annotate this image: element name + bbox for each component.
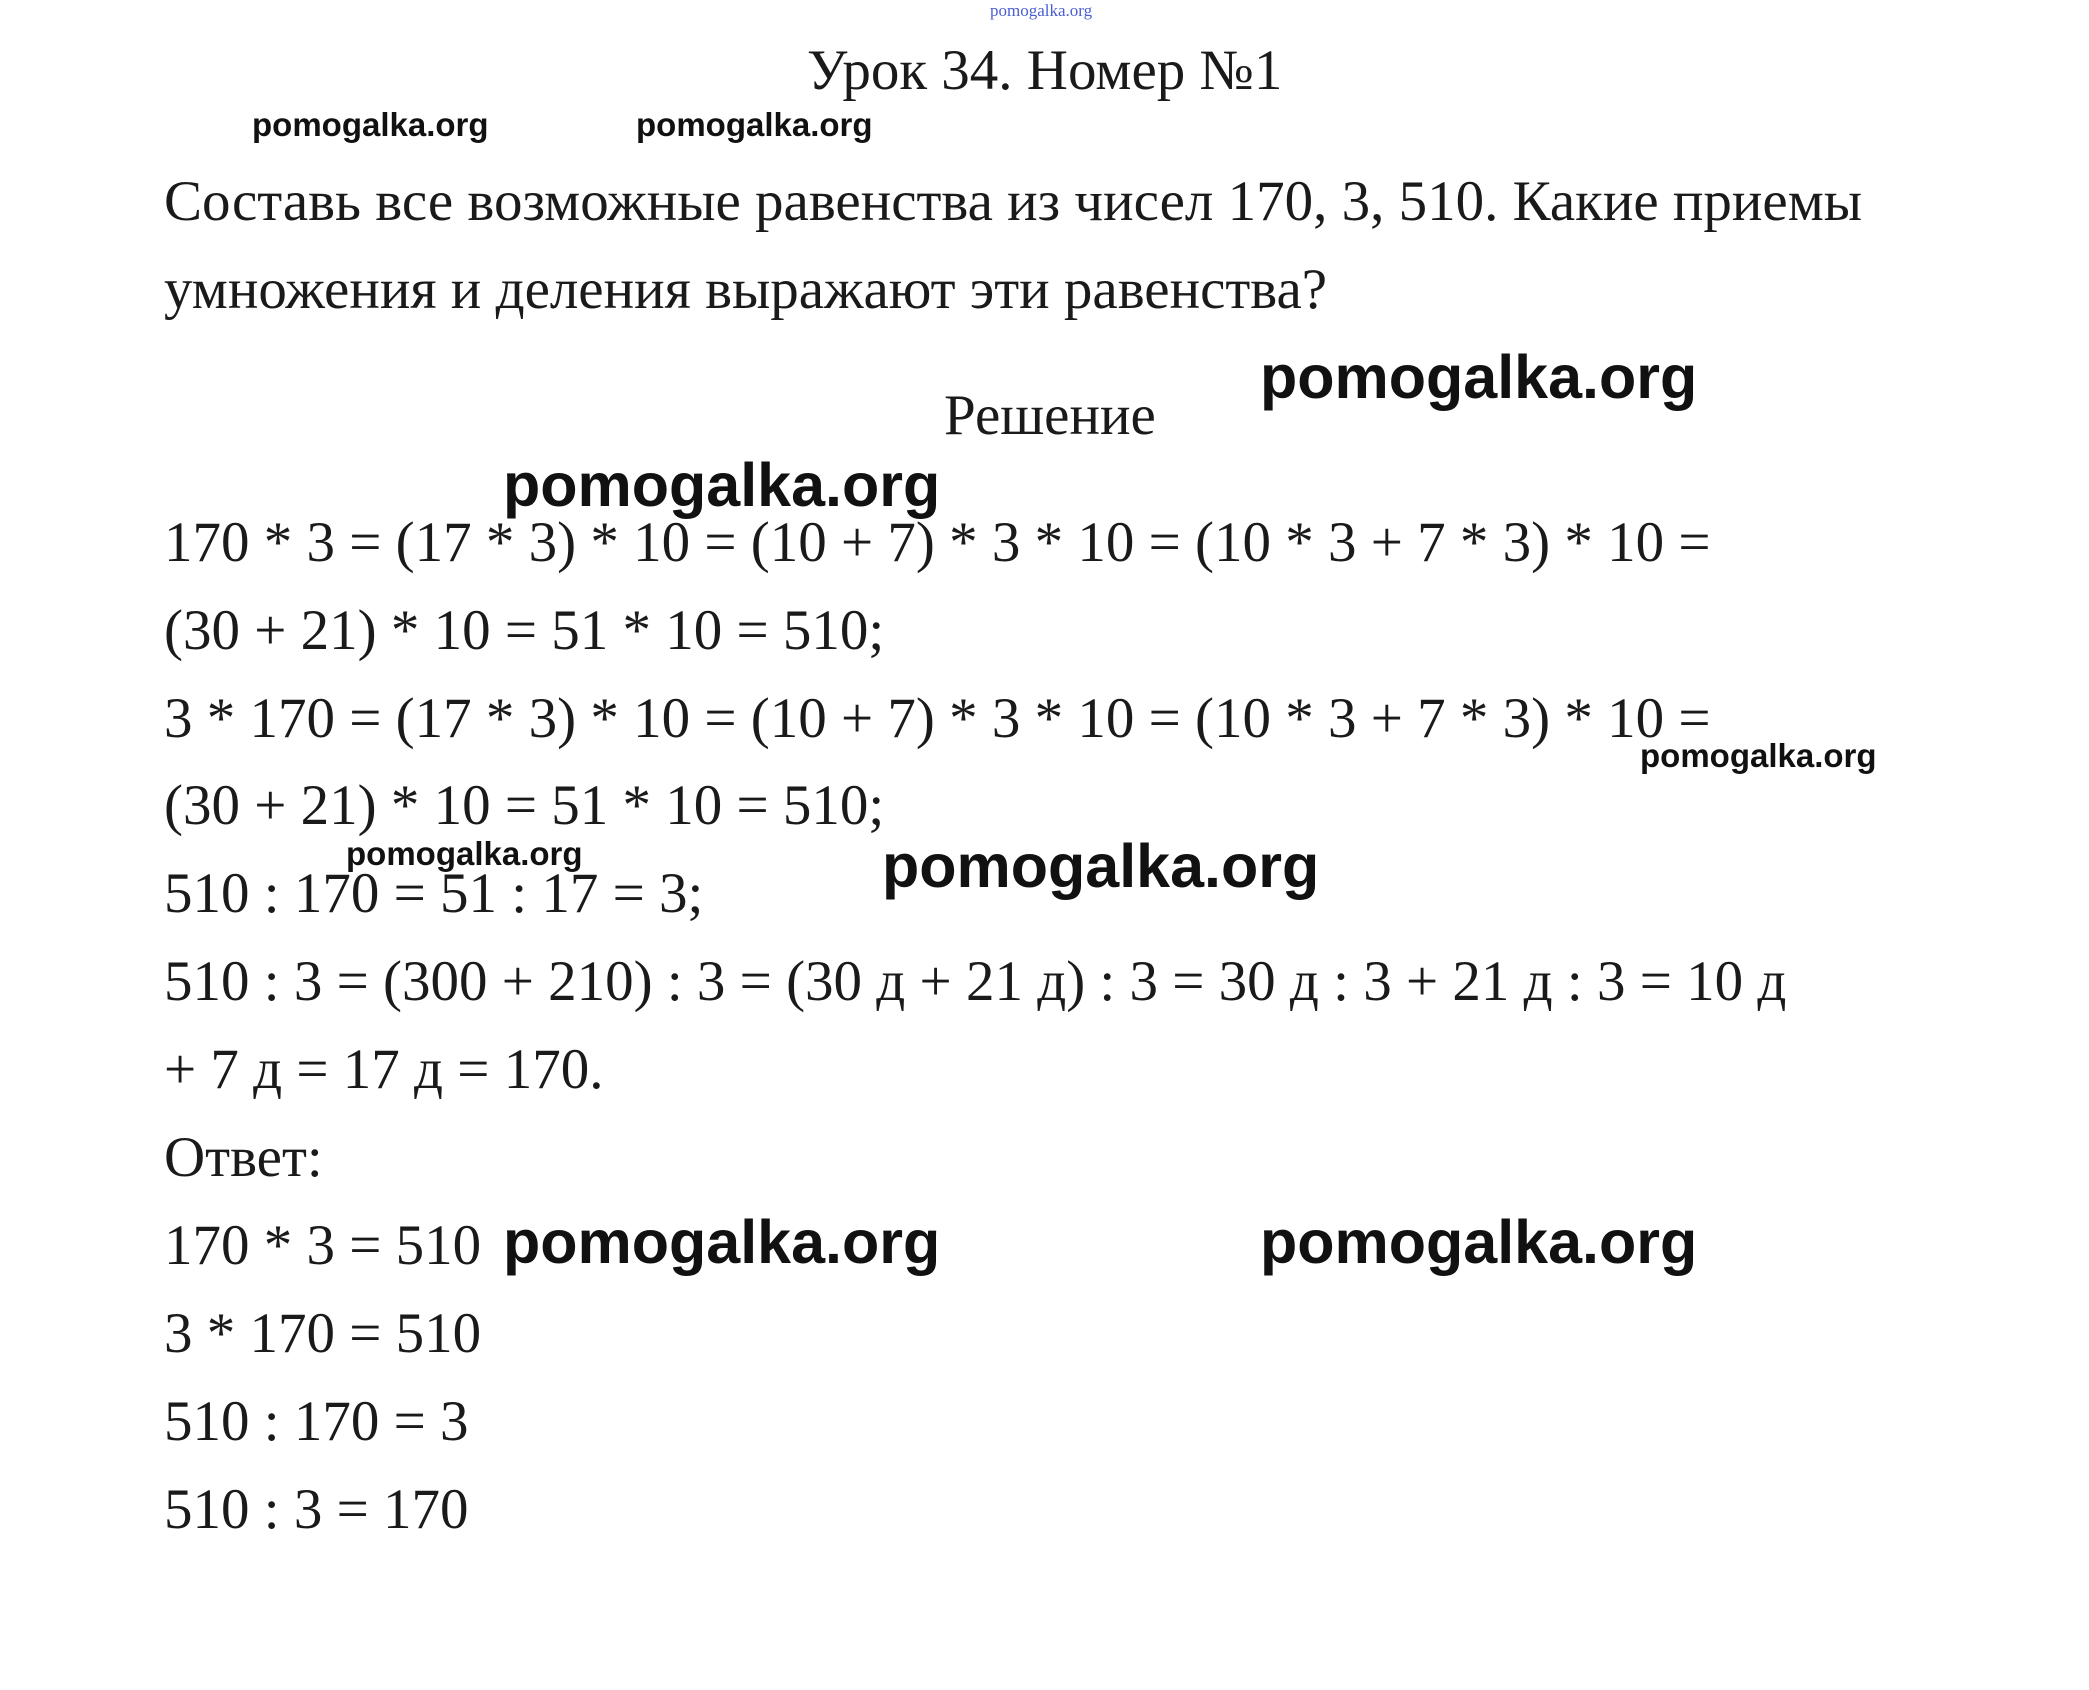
watermark-answer-left: pomogalka.org bbox=[503, 1208, 941, 1276]
watermark-answer-right: pomogalka.org bbox=[1260, 1208, 1698, 1276]
solution-line-4: (30 + 21) * 10 = 51 * 10 = 510; bbox=[164, 774, 885, 837]
watermark-mid-center: pomogalka.org bbox=[882, 832, 1320, 900]
watermark-mid-right-small: pomogalka.org bbox=[1640, 737, 1877, 774]
solution-line-3: 3 * 170 = (17 * 3) * 10 = (10 + 7) * 3 * 10 = (10 * 3 + 7 * 3) * 10 = bbox=[164, 687, 1711, 750]
answer-line-2: 3 * 170 = 510 bbox=[164, 1302, 482, 1365]
answer-line-3: 510 : 170 = 3 bbox=[164, 1390, 469, 1453]
watermark-solution-left: pomogalka.org bbox=[503, 451, 941, 519]
watermark-top-left-2: pomogalka.org bbox=[636, 106, 873, 143]
answer-label: Ответ: bbox=[164, 1126, 323, 1189]
task-line-2: умножения и деления выражают эти равенства? bbox=[164, 258, 1328, 321]
watermark-mid-left-small: pomogalka.org bbox=[346, 835, 583, 872]
solution-line-6: 510 : 3 = (300 + 210) : 3 = (30 д + 21 д) : 3 = 30 д : 3 + 21 д : 3 = 10 д bbox=[164, 950, 1787, 1013]
answer-line-1: 170 * 3 = 510 bbox=[164, 1214, 482, 1277]
page-title: Урок 34. Номер №1 bbox=[807, 39, 1283, 102]
solution-line-2: (30 + 21) * 10 = 51 * 10 = 510; bbox=[164, 599, 885, 662]
watermark-top: pomogalka.org bbox=[990, 1, 1093, 20]
solution-line-7: + 7 д = 17 д = 170. bbox=[164, 1038, 604, 1101]
answer-line-4: 510 : 3 = 170 bbox=[164, 1478, 469, 1541]
solution-line-5: 510 : 170 = 51 : 17 = 3; bbox=[164, 862, 704, 925]
watermark-top-left-1: pomogalka.org bbox=[252, 106, 489, 143]
watermark-right-upper: pomogalka.org bbox=[1260, 343, 1698, 411]
solution-heading: Решение bbox=[944, 384, 1156, 447]
solution-line-1: 170 * 3 = (17 * 3) * 10 = (10 + 7) * 3 * 10 = (10 * 3 + 7 * 3) * 10 = bbox=[164, 511, 1711, 574]
task-line-1: Составь все возможные равенства из чисел 170, 3, 510. Какие приемы bbox=[164, 170, 1863, 233]
